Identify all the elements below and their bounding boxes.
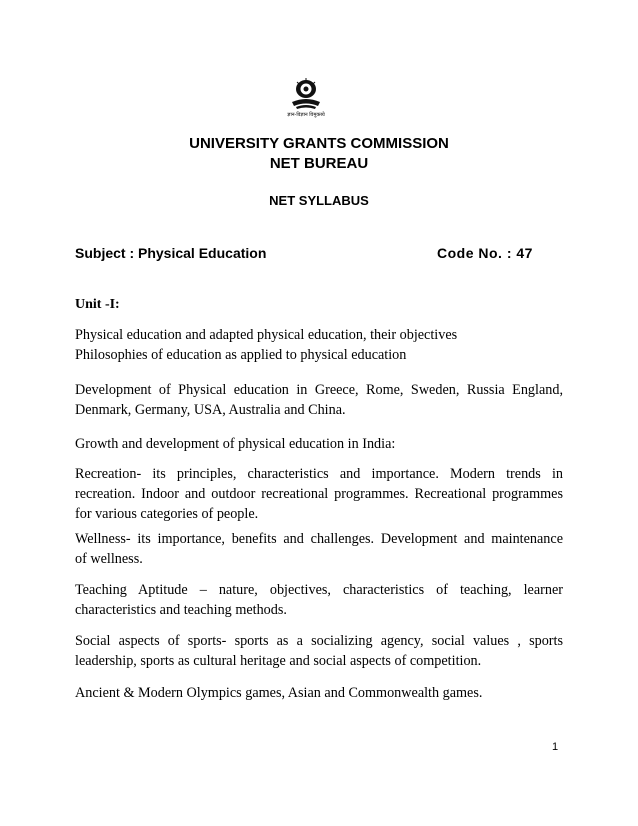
text-line: Growth and development of physical education in India:: [75, 436, 396, 452]
text-line: Physical education and adapted physical education, their objectives: [75, 327, 458, 343]
text-line: Philosophies of education as applied to physical education: [75, 347, 407, 363]
syllabus-title: NET SYLLABUS: [269, 193, 369, 208]
unit-heading: Unit -I:: [75, 297, 120, 312]
bureau-title: NET BUREAU: [269, 155, 369, 172]
emblem-caption: ज्ञान-विज्ञान विमुक्तये: [287, 112, 325, 118]
code-number: Code No. : 47: [437, 245, 533, 261]
text-line: Wellness- its importance, benefits and challenges. Development and maintenance: [75, 531, 563, 547]
text-line: Recreation- its principles, characteristics and importance. Modern trends in: [75, 466, 563, 482]
paragraph-growth-india: [75, 434, 563, 454]
text-line: for various categories of people.: [75, 506, 259, 522]
text-line: Development of Physical education in Greece, Rome, Sweden, Russia England,: [75, 382, 563, 398]
commission-title: UNIVERSITY GRANTS COMMISSION: [189, 135, 449, 152]
paragraph-teaching-aptitude: [75, 580, 563, 620]
text-line: leadership, sports as cultural heritage and social aspects of competition.: [75, 653, 482, 669]
ugc-emblem-icon: [288, 76, 324, 116]
text-line: Ancient & Modern Olympics games, Asian and Commonwealth games.: [75, 685, 483, 701]
text-line: Social aspects of sports- sports as a socializing agency, social values , sports: [75, 633, 563, 649]
text-line: characteristics and teaching methods.: [75, 602, 287, 618]
paragraph-olympics: [75, 683, 563, 703]
subject-label: Subject : Physical Education: [75, 245, 267, 261]
page-number: 1: [552, 741, 559, 753]
paragraph-wellness: [75, 529, 563, 569]
paragraph-recreation: [75, 464, 563, 524]
text-line: of wellness.: [75, 551, 143, 567]
text-line: recreation. Indoor and outdoor recreational programmes. Recreational programmes: [75, 486, 563, 502]
paragraph-development: [75, 380, 563, 420]
paragraph-objectives: [75, 325, 563, 365]
text-line: Denmark, Germany, USA, Australia and China.: [75, 402, 346, 418]
text-line: Teaching Aptitude – nature, objectives, characteristics of teaching, learner: [75, 582, 563, 598]
paragraph-social-aspects: [75, 631, 563, 671]
